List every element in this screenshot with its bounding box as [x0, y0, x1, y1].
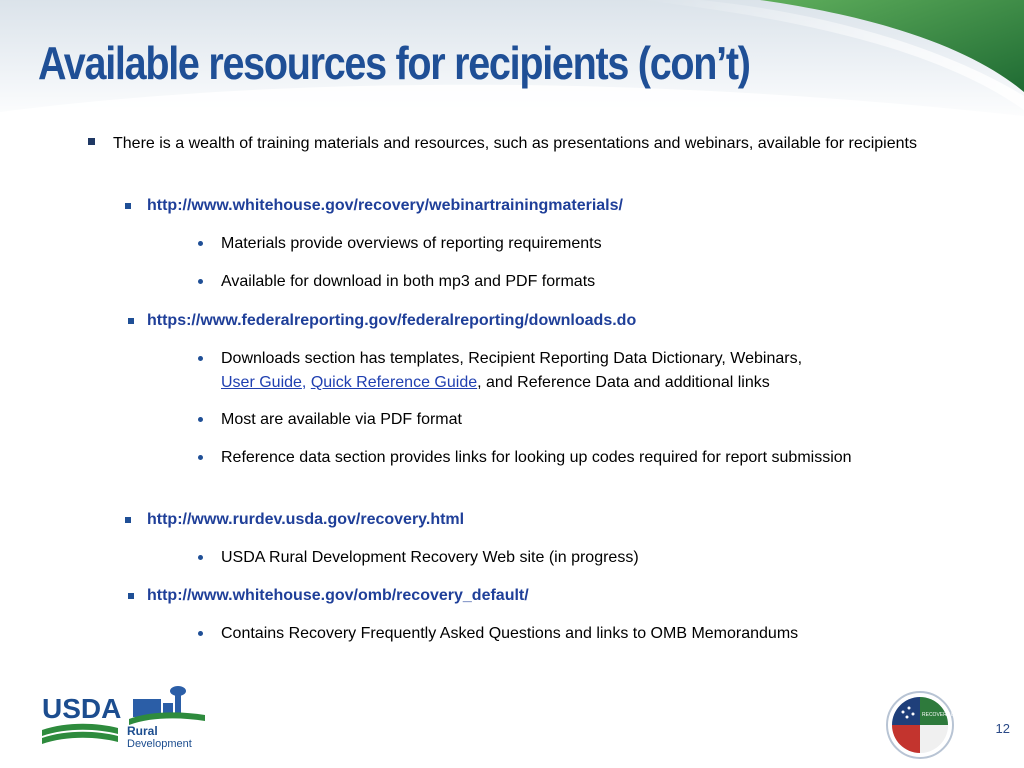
rd-logo-line1: Rural: [127, 724, 158, 738]
url-link-rurdev[interactable]: http://www.rurdev.usda.gov/recovery.html: [147, 511, 465, 528]
bullet-square-icon: [125, 203, 131, 209]
rural-development-logo: [125, 685, 210, 750]
recovery-seal: [885, 690, 962, 760]
usda-logo-text: USDA: [42, 693, 122, 724]
bullet-dot-icon: [198, 455, 203, 460]
intro-bullet-text: There is a wealth of training materials and resources, such as presentations and webinars, available for recipients: [113, 135, 917, 152]
list-item: Materials provide overviews of reporting requirements: [221, 235, 602, 252]
rural-development-logo-icon: [125, 685, 210, 750]
user-guide-link[interactable]: User Guide: [221, 374, 302, 391]
list-item: Contains Recovery Frequently Asked Questions and links to OMB Memorandums: [221, 625, 799, 642]
list-item-text: Downloads section has templates, Recipient Reporting Data Dictionary, Webinars,: [221, 350, 803, 367]
bullet-dot-icon: [198, 356, 203, 361]
list-item: USDA Rural Development Recovery Web site (in progress): [221, 549, 639, 566]
bullet-square-icon: [128, 318, 134, 324]
link-separator: ,: [301, 374, 311, 391]
bullet-dot-icon: [198, 631, 203, 636]
bullet-dot-icon: [198, 279, 203, 284]
url-link-federal-reporting[interactable]: https://www.federalreporting.gov/federalreporting/downloads.do: [147, 312, 637, 329]
url-link-webinar-materials[interactable]: http://www.whitehouse.gov/recovery/webinartrainingmaterials/: [147, 197, 623, 214]
list-item: Most are available via PDF format: [221, 411, 462, 428]
bullet-dot-icon: [198, 241, 203, 246]
list-item-text: , and Reference Data and additional links: [477, 374, 770, 391]
bullet-dot-icon: [198, 555, 203, 560]
bullet-square-icon: [128, 593, 134, 599]
page-number: 12: [995, 721, 1010, 736]
rd-logo-line2: Development: [127, 738, 192, 750]
usda-logo: [40, 690, 120, 750]
usda-logo-icon: [40, 690, 120, 750]
bullet-square-icon: [125, 517, 131, 523]
recovery-seal-icon: [885, 690, 962, 760]
seal-text: RECOVERY.GOV: [922, 712, 962, 718]
bullet-dot-icon: [198, 417, 203, 422]
slide-title: Available resources for recipients (con’t): [38, 37, 750, 89]
list-item: [221, 347, 981, 395]
url-link-omb-recovery[interactable]: http://www.whitehouse.gov/omb/recovery_default/: [147, 587, 529, 604]
list-item: Available for download in both mp3 and PDF formats: [221, 273, 596, 290]
bullet-square-icon: [88, 138, 95, 145]
quick-reference-guide-link[interactable]: Quick Reference Guide: [310, 374, 478, 391]
list-item: Reference data section provides links for looking up codes required for report submission: [221, 449, 852, 466]
